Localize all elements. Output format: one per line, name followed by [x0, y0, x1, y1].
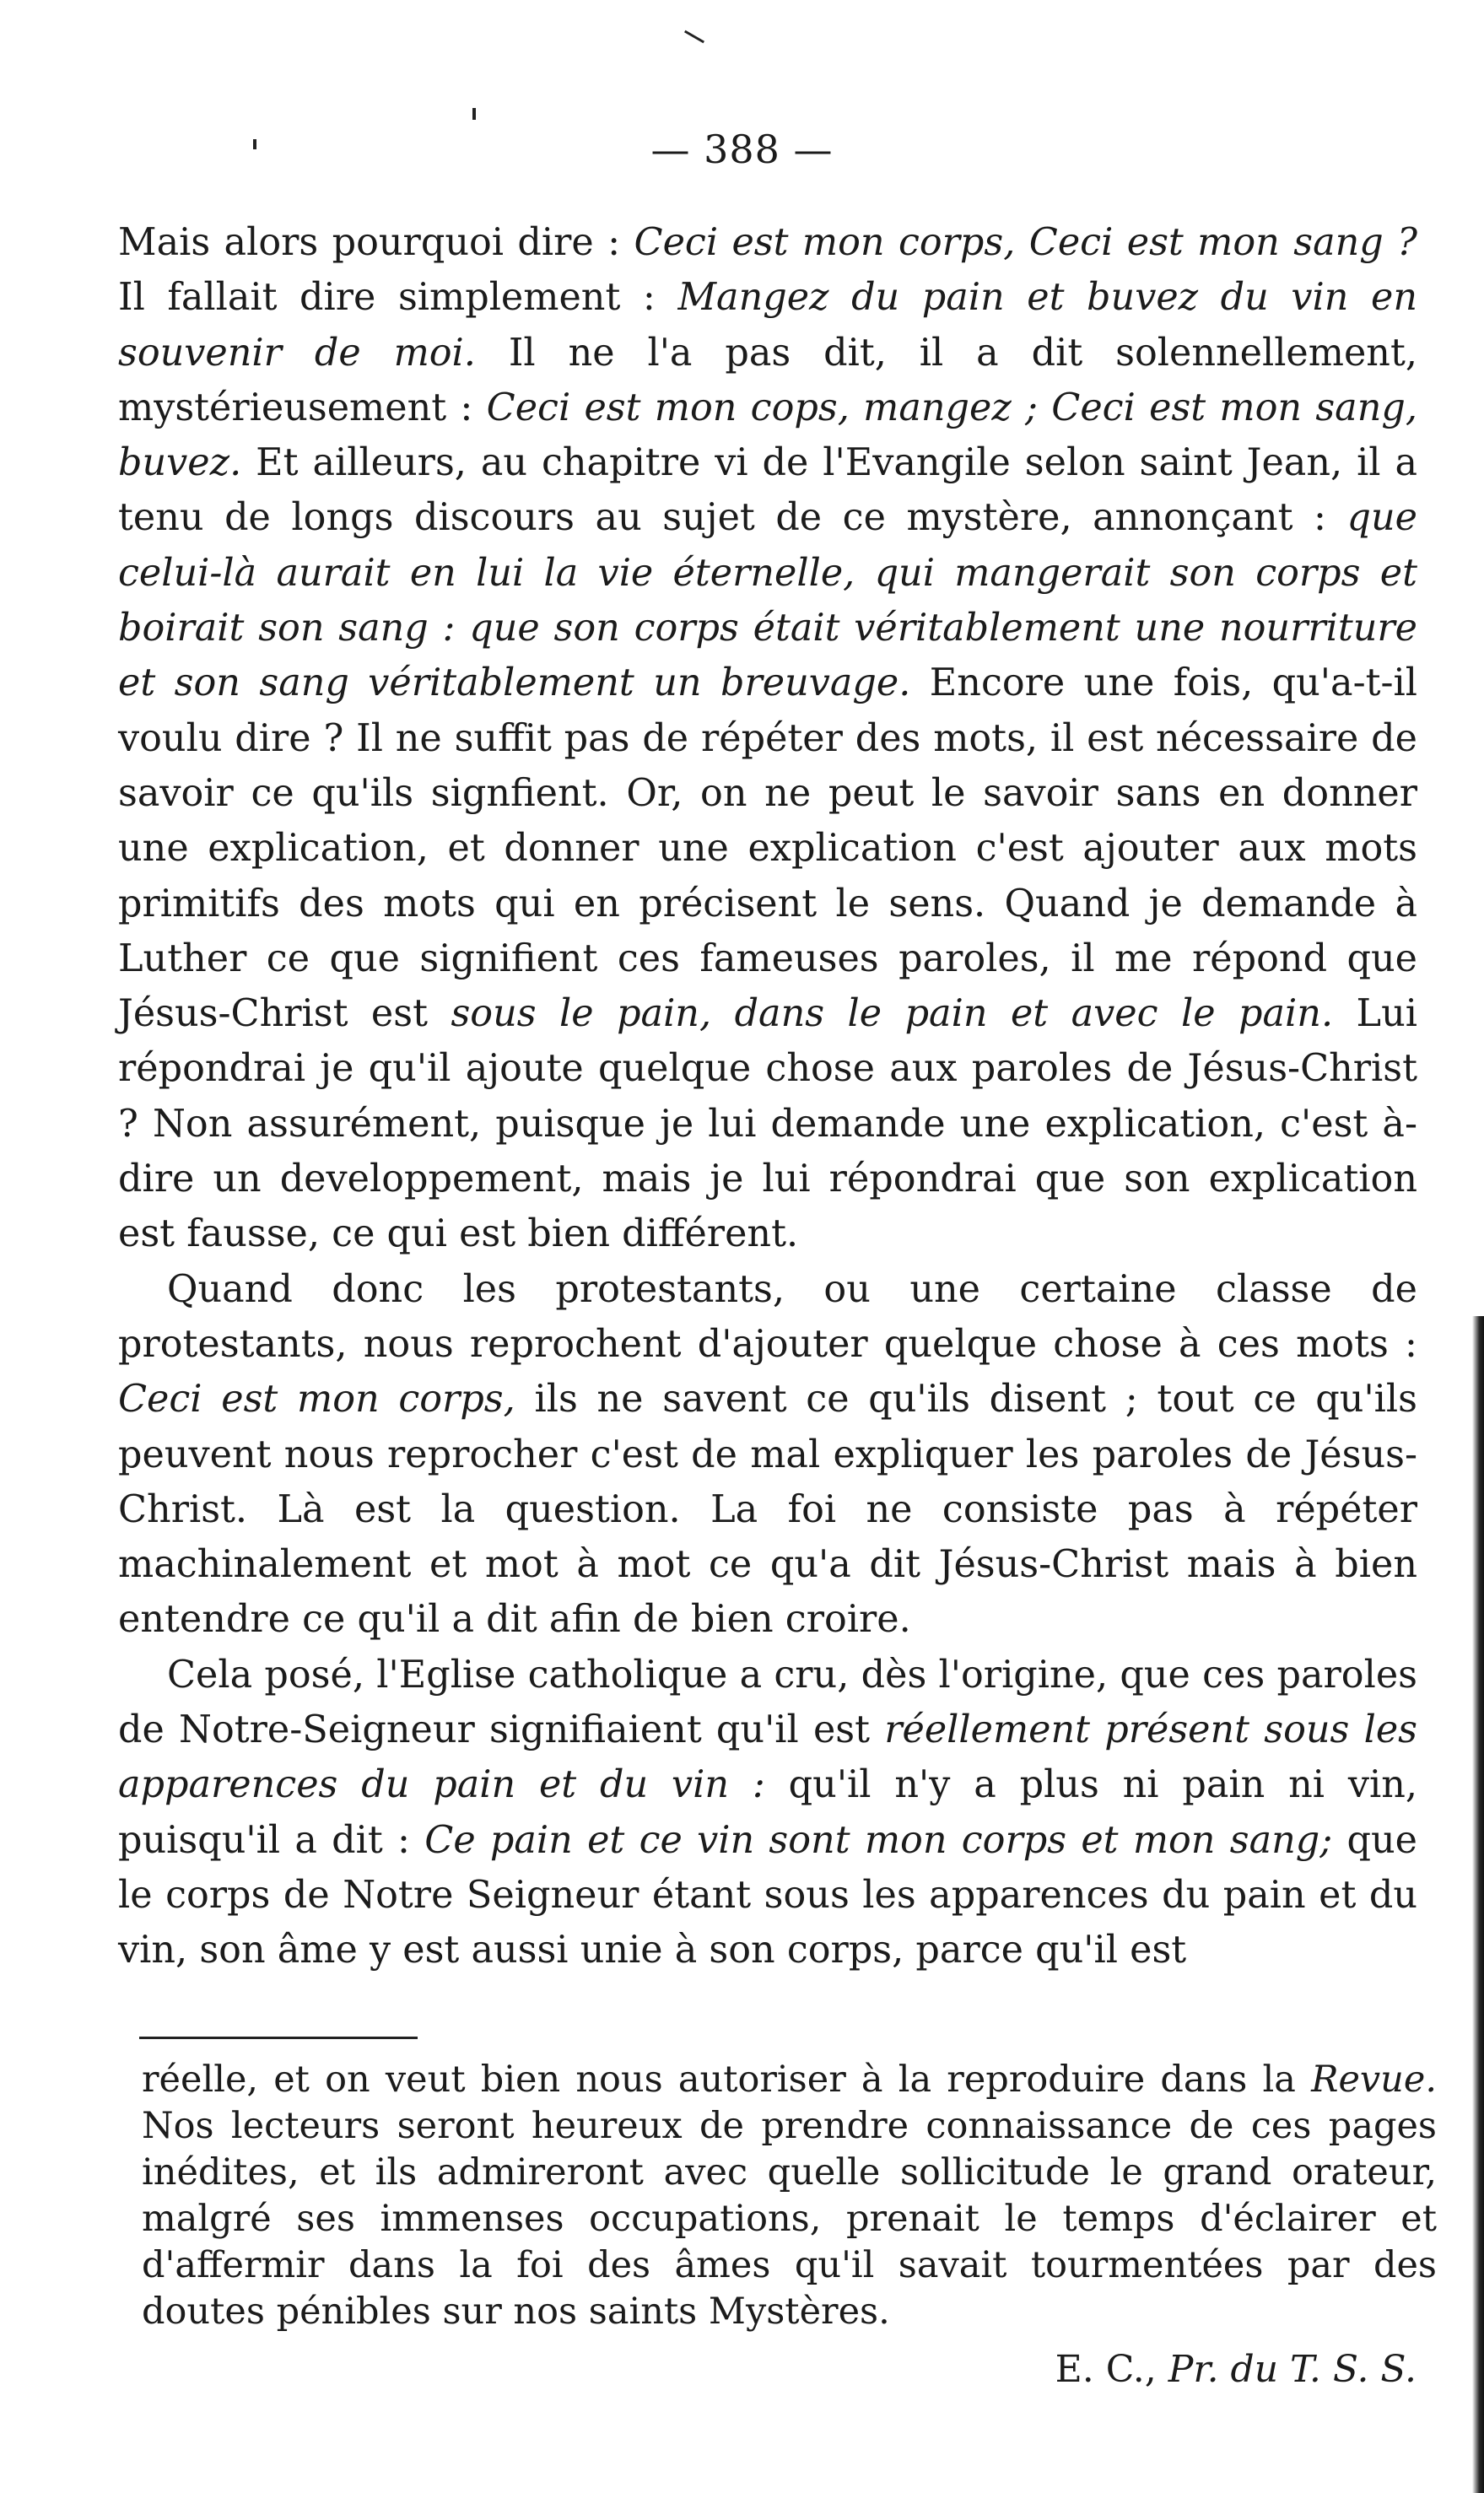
text-run: ils ne savent ce qu'ils disent ; tout ce qu'ils peuvent nous reprocher c'est de mal expliquer les paroles de Jésus-Christ. Là est la question. La foi ne consiste pas à répéter machinalement et mot à mot ce qu'a dit Jésus-Christ mais à bien entendre ce qu'il a dit afin de bien croire. [118, 1378, 1417, 1642]
text-run: Cela posé, l'Eglise catholique a cru, dès l'origine, que ces paroles de Notre-Seigneur signifiaient qu'il est [118, 1653, 1417, 1752]
scan-edge [1472, 1316, 1484, 2493]
italic-run: Ceci est mon cops, mangez ; Ceci est mon sang, buvez. [118, 386, 1417, 485]
italic-run: Ce pain et ce vin sont mon corps et mon sang; [424, 1818, 1333, 1862]
signature [1055, 2348, 1417, 2391]
text-run: que le corps de Notre Seigneur étant sous les apparences du pain et du vin, son âme y est aussi unie à son corps, parce qu'il est [118, 1818, 1417, 1972]
text-run: Lui répondrai je qu'il ajoute quelque chose aux paroles de Jésus-Christ ? Non assurément, puisque je lui demande une explication, c'est à-dire un developpement, mais je lui répondrai que son explication est fausse, ce qui est bien différent. [118, 992, 1417, 1256]
text-run: réelle, et on veut bien nous autoriser à la reproduire dans la [142, 2059, 1312, 2101]
italic-run: Revue. [1311, 2059, 1437, 2101]
italic-run: Mangez du pain et buvez du vin en souvenir de moi. [118, 276, 1417, 375]
footnote-rule [139, 2037, 418, 2039]
main-text [118, 215, 1417, 1978]
scan-mark [472, 108, 476, 120]
signature-title: Pr. du T. S. S. [1168, 2348, 1417, 2391]
footnote [142, 2057, 1437, 2335]
text-run: Encore une fois, qu'a-t-il voulu dire ? Il ne suffit pas de répéter des mots, il est nécessaire de savoir ce qu'ils signfient. Or, on ne peut le savoir sans en donner une explication, et donner une explication c'est ajouter aux mots primitifs des mots qui en précisent le sens. Quand je demande à Luther ce que signifient ces fameuses paroles, il me répond que Jésus-Christ est [118, 661, 1417, 1036]
paragraph [118, 1262, 1417, 1648]
text-run: Et ailleurs, au chapitre vi de l'Evangile selon saint Jean, il a tenu de longs discours au sujet de ce mystère, annonçant : [118, 441, 1417, 540]
text-run: Il fallait dire simplement : [118, 276, 678, 320]
italic-run: que celui-là aurait en lui la vie éternelle, qui mangerait son corps et boirait son sang : que son corps était véritablement une nourriture et son sang véritablement un breuvage. [118, 496, 1417, 705]
text-run: Il ne l'a pas dit, il a dit solennellement, mystérieusement : [118, 331, 1417, 429]
text-run: qu'il n'y a plus ni pain ni vin, puisqu'il a dit : [118, 1763, 1417, 1862]
italic-run: réellement présent sous les apparences du pain et du vin : [118, 1708, 1417, 1807]
italic-run: sous le pain, dans le pain et avec le pain. [451, 992, 1334, 1036]
paragraph [118, 1648, 1417, 1978]
italic-run: Ceci est mon corps, Ceci est mon sang ? [634, 221, 1417, 264]
footnote-paragraph [142, 2057, 1437, 2335]
scan-mark [684, 30, 704, 44]
text-run: Quand donc les protestants, ou une certaine classe de protestants, nous reprochent d'ajouter quelque chose à ces mots : [118, 1267, 1417, 1366]
paragraph [118, 215, 1417, 1262]
page-number: — 388 — [650, 127, 834, 172]
text-run: Mais alors pourquoi dire : [118, 221, 634, 264]
text-run: Nos lecteurs seront heureux de prendre connaissance de ces pages inédites, et ils admireront avec quelle sollicitude le grand orateur, malgré ses immenses occupations, prenait le temps d'éclairer et d'affermir dans la foi des âmes qu'il savait tourmentées par des doutes pénibles sur nos saints Mystères. [142, 2105, 1437, 2333]
italic-run: Ceci est mon corps, [118, 1378, 515, 1422]
signature-initials: E. C., [1055, 2348, 1168, 2391]
